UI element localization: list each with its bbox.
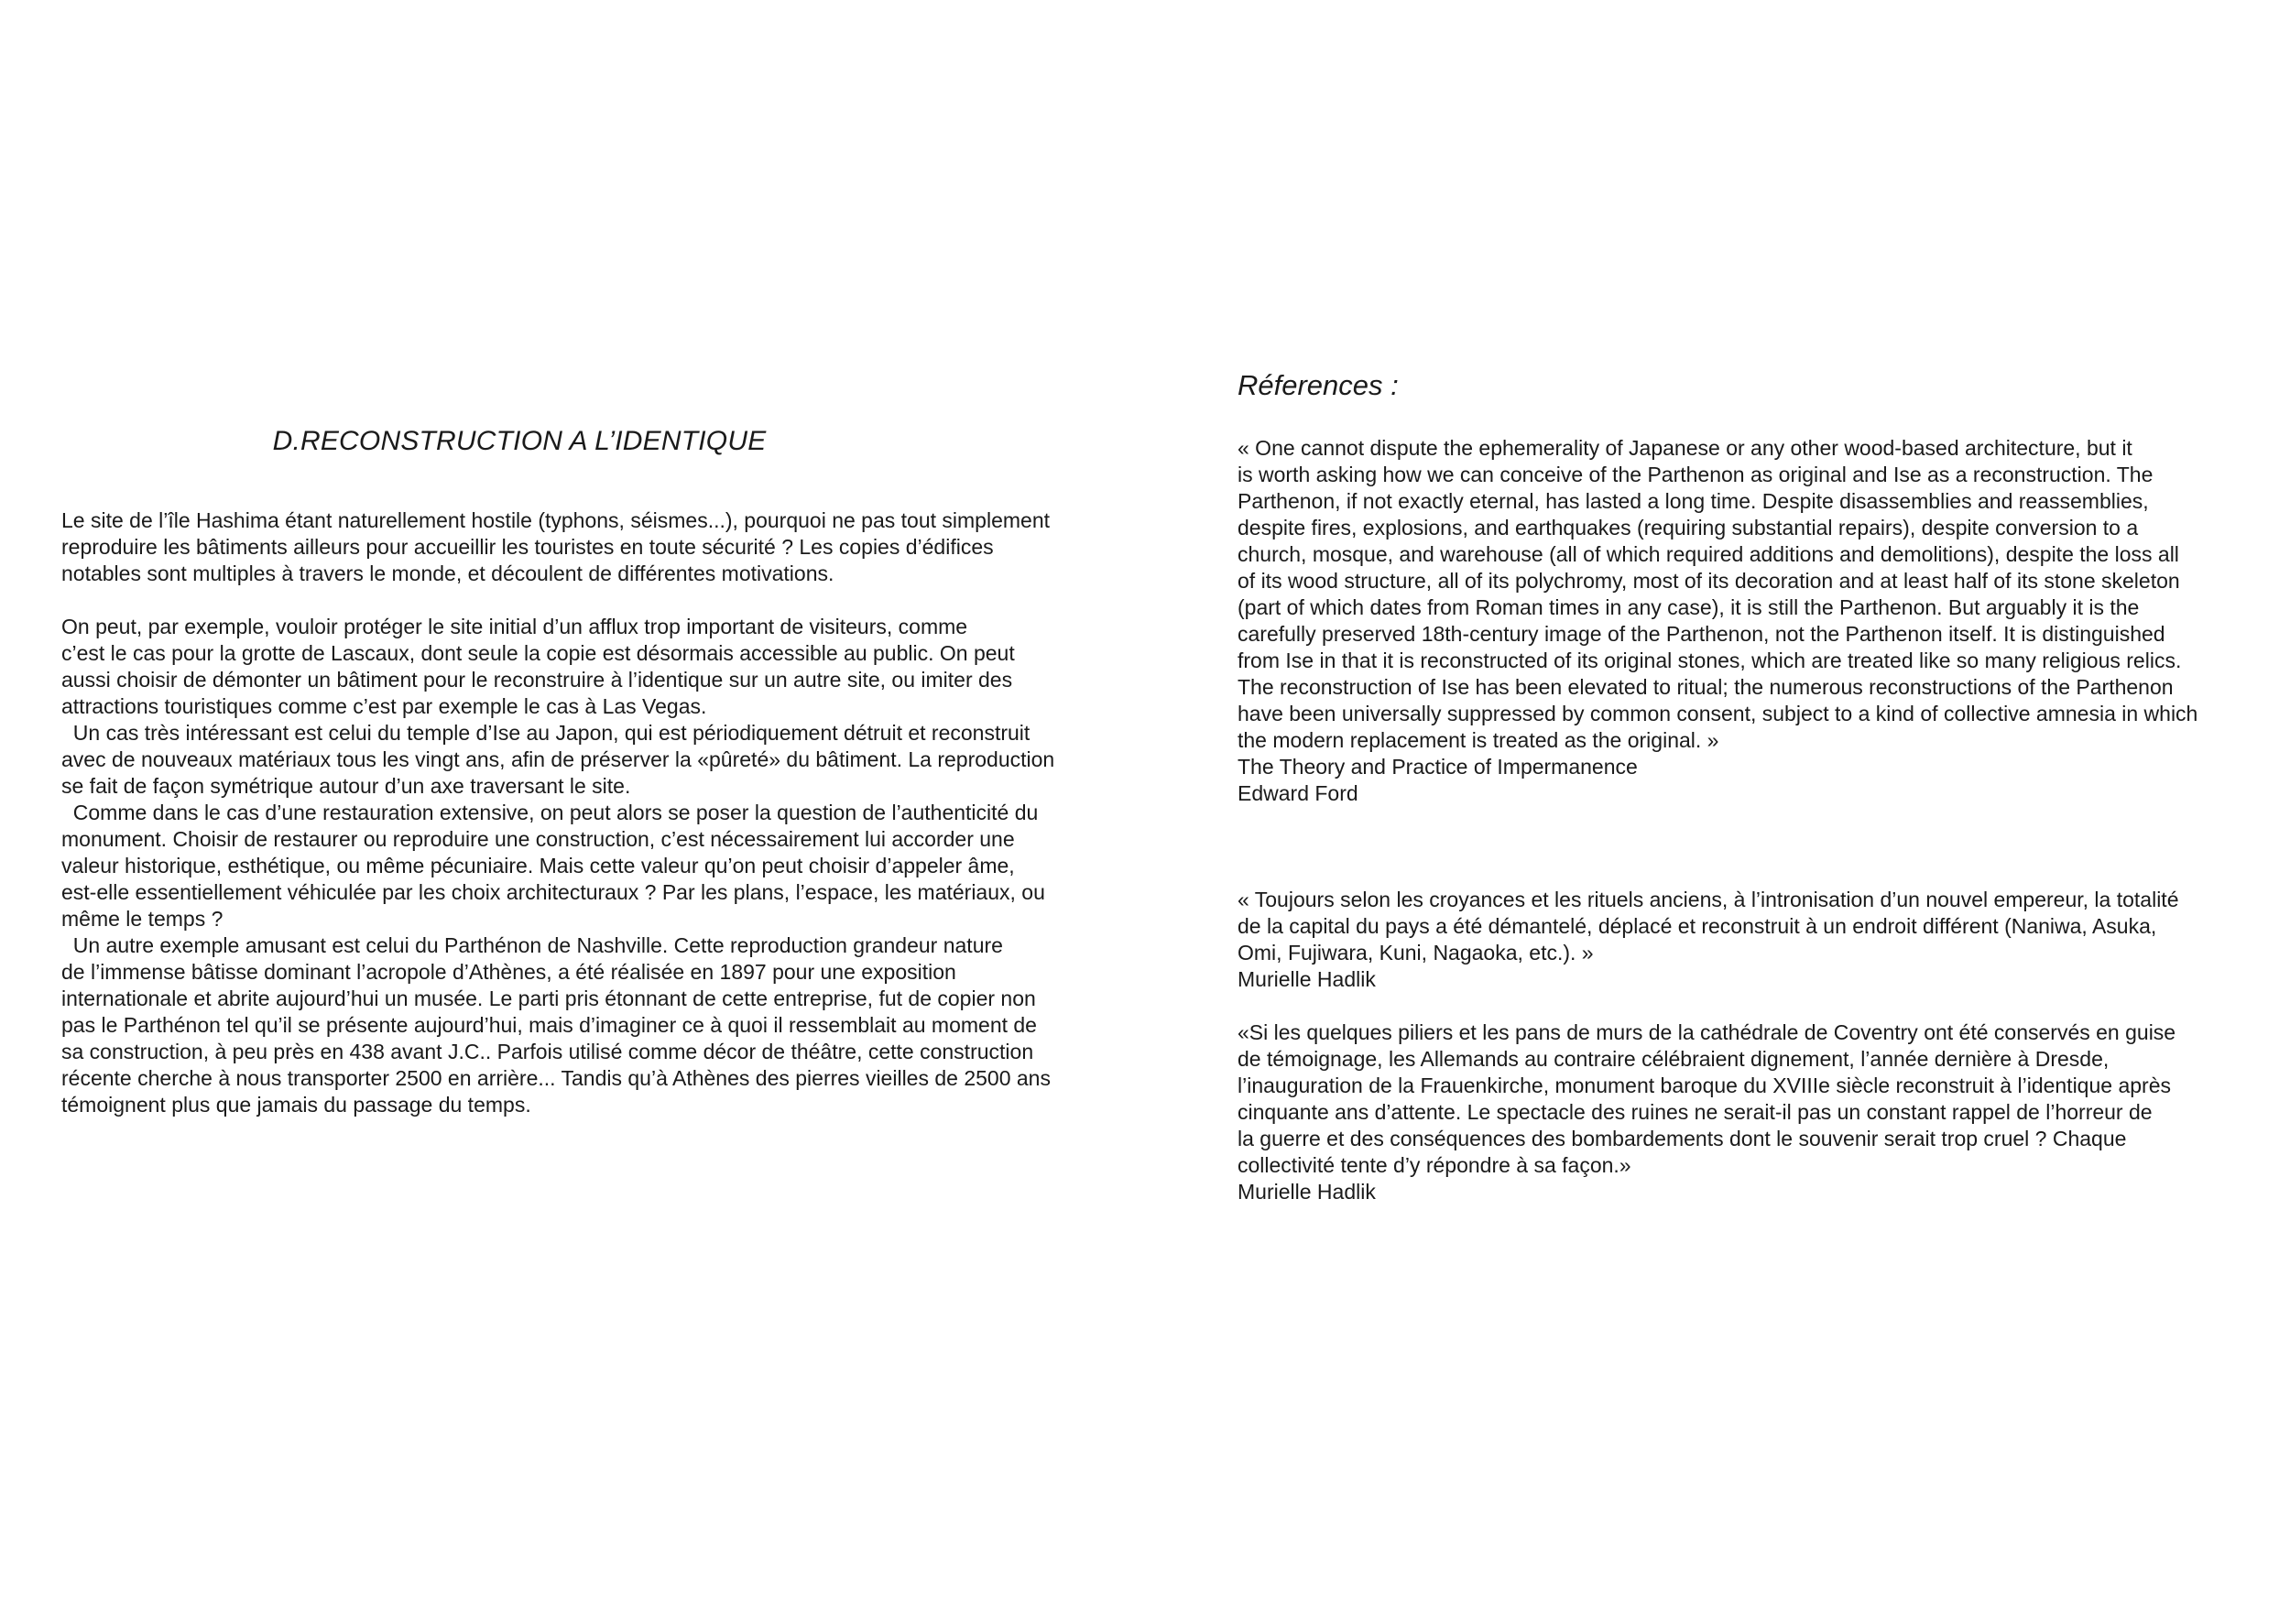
text-line: reproduire les bâtiments ailleurs pour accueillir les touristes en toute sécurité ? Les copies d’édifices [61, 535, 994, 559]
quote-line: collectivité tente d’y répondre à sa façon.» [1238, 1153, 1631, 1177]
text-line: Un cas très intéressant est celui du temple d’Ise au Japon, qui est périodiquement détruit et reconstruit [61, 721, 1030, 745]
quote-line: Parthenon, if not exactly eternal, has lasted a long time. Despite disassemblies and reassemblies, [1238, 489, 2149, 513]
text-line: même le temps ? [61, 907, 224, 931]
text-line: Le site de l’île Hashima étant naturellement hostile (typhons, séismes...), pourquoi ne pas tout simplement [61, 508, 1051, 532]
references-title: Réferences : [1238, 369, 1399, 401]
quote-line: «Si les quelques piliers et les pans de murs de la cathédrale de Coventry ont été conservés en guise [1238, 1020, 2176, 1044]
text-line: est-elle essentiellement véhiculée par les choix architecturaux ? Par les plans, l’espace, les matériaux, ou [61, 880, 1045, 904]
quote-line: despite fires, explosions, and earthquakes (requiring substantial repairs), despite conversion to a [1238, 516, 2139, 540]
source-author: Murielle Hadlik [1238, 1180, 1376, 1204]
source-author: Edward Ford [1238, 781, 1358, 805]
quote-line: de témoignage, les Allemands au contraire célébraient dignement, l’année dernière à Dresde, [1238, 1047, 2110, 1071]
quote-line: de la capital du pays a été démantelé, déplacé et reconstruit à un endroit différent (Naniwa, Asuka, [1238, 914, 2157, 938]
quote-line: is worth asking how we can conceive of the Parthenon as original and Ise as a reconstruction. The [1238, 463, 2154, 486]
text-line: Comme dans le cas d’une restauration extensive, on peut alors se poser la question de l’authenticité du [61, 801, 1039, 824]
quote-line: of its wood structure, all of its polychromy, most of its decoration and at least half of its stone skeleton [1238, 569, 2180, 593]
section-title: D.RECONSTRUCTION A L’IDENTIQUE [272, 426, 767, 456]
paragraph-body [61, 614, 1106, 1118]
left-column [61, 423, 1106, 1118]
spacer [1238, 807, 2254, 887]
text-line: c’est le cas pour la grotte de Lascaux, dont seule la copie est désormais accessible au public. On peut [61, 641, 1015, 665]
text-line: témoignent plus que jamais du passage du temps. [61, 1093, 531, 1117]
quote-line: la guerre et des conséquences des bombardements dont le souvenir serait trop cruel ? Chaque [1238, 1127, 2127, 1150]
quote-line: (part of which dates from Roman times in any case), it is still the Parthenon. But arguably it is the [1238, 595, 2140, 619]
quote-line: l’inauguration de la Frauenkirche, monument baroque du XVIIIe siècle reconstruit à l’identique après [1238, 1074, 2171, 1097]
paragraph-intro [61, 507, 1106, 587]
quote-hadlik-1 [1238, 887, 2254, 993]
text-line: aussi choisir de démonter un bâtiment pour le reconstruire à l’identique sur un autre site, ou imiter des [61, 668, 1013, 692]
quote-line: the modern replacement is treated as the original. » [1238, 728, 1719, 752]
source-title: The Theory and Practice of Impermanence [1238, 755, 1638, 779]
quote-line: Omi, Fujiwara, Kuni, Nagaoka, etc.). » [1238, 941, 1594, 965]
text-line: pas le Parthénon tel qu’il se présente aujourd’hui, mais d’imaginer ce à quoi il ressemblait au moment de [61, 1013, 1037, 1037]
text-line: valeur historique, esthétique, ou même pécuniaire. Mais cette valeur qu’on peut choisir d’appeler âme, [61, 854, 1015, 877]
quote-line: cinquante ans d’attente. Le spectacle des ruines ne serait-il pas un constant rappel de l’horreur de [1238, 1100, 2153, 1124]
text-line: monument. Choisir de restaurer ou reproduire une construction, c’est nécessairement lui accorder une [61, 827, 1015, 851]
quote-line: church, mosque, and warehouse (all of which required additions and demolitions), despite the loss all [1238, 542, 2179, 566]
text-line: récente cherche à nous transporter 2500 en arrière... Tandis qu’à Athènes des pierres vieilles de 2500 ans [61, 1066, 1051, 1090]
quote-hadlik-2 [1238, 1019, 2254, 1205]
text-line: internationale et abrite aujourd’hui un musée. Le parti pris étonnant de cette entreprise, fut de copier non [61, 986, 1036, 1010]
quote-ford [1238, 435, 2254, 807]
quote-line: carefully preserved 18th-century image of the Parthenon, not the Parthenon itself. It is distinguished [1238, 622, 2165, 646]
text-line: avec de nouveaux matériaux tous les vingt ans, afin de préserver la «pûreté» du bâtiment. La reproduction [61, 747, 1055, 771]
text-line: attractions touristiques comme c’est par exemple le cas à Las Vegas. [61, 694, 707, 718]
spacer [61, 587, 1106, 614]
spacer [1238, 404, 2254, 435]
text-line: sa construction, à peu près en 438 avant J.C.. Parfois utilisé comme décor de théâtre, cette construction [61, 1040, 1034, 1063]
spacer [1238, 993, 2254, 1019]
source-author: Murielle Hadlik [1238, 967, 1376, 991]
right-column [1238, 367, 2254, 1205]
quote-line: « Toujours selon les croyances et les rituels anciens, à l’intronisation d’un nouvel empereur, la totalité [1238, 888, 2179, 911]
quote-line: have been universally suppressed by common consent, subject to a kind of collective amnesia in which [1238, 702, 2198, 725]
quote-line: The reconstruction of Ise has been elevated to ritual; the numerous reconstructions of the Parthenon [1238, 675, 2174, 699]
text-line: On peut, par exemple, vouloir protéger le site initial d’un afflux trop important de visiteurs, comme [61, 615, 968, 638]
text-line: se fait de façon symétrique autour d’un axe traversant le site. [61, 774, 631, 798]
text-line: Un autre exemple amusant est celui du Parthénon de Nashville. Cette reproduction grandeur nature [61, 933, 1003, 957]
text-line: de l’immense bâtisse dominant l’acropole d’Athènes, a été réalisée en 1897 pour une exposition [61, 960, 956, 984]
quote-line: « One cannot dispute the ephemerality of Japanese or any other wood-based architecture, but it [1238, 436, 2132, 460]
quote-line: from Ise in that it is reconstructed of its original stones, which are treated like so many religious relics. [1238, 649, 2182, 672]
spacer [61, 460, 1106, 507]
text-line: notables sont multiples à travers le monde, et découlent de différentes motivations. [61, 561, 834, 585]
